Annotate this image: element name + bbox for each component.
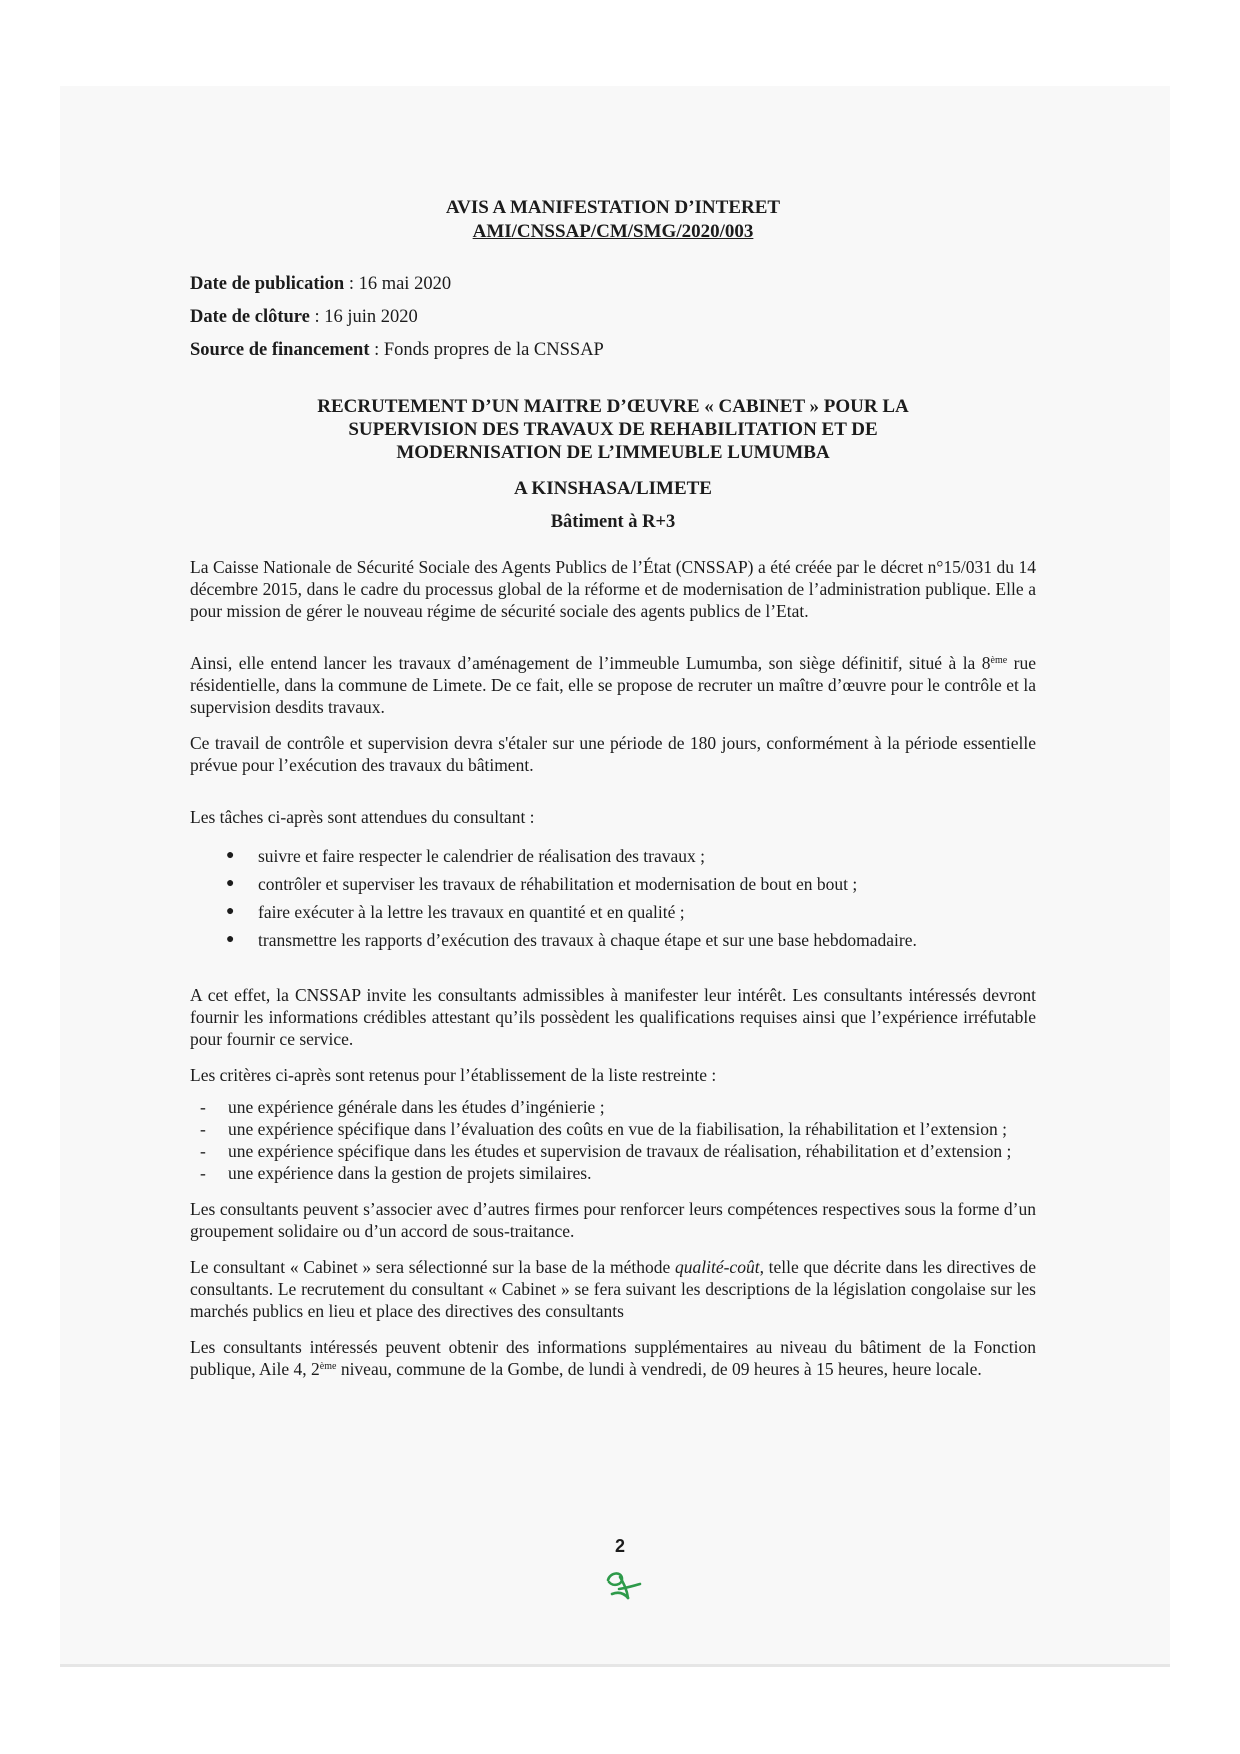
list-item: ● faire exécuter à la lettre les travaux en quantité et en qualité ;	[190, 898, 1036, 926]
heading-line-1: RECRUTEMENT D’UN MAITRE D’ŒUVRE « CABINET » POUR LA	[317, 396, 909, 417]
meta-funding-source: Source de financement : Fonds propres de la CNSSAP	[190, 340, 604, 360]
heading-city: A KINSHASA/LIMETE	[514, 478, 712, 499]
document-title: AVIS A MANIFESTATION D’INTERET	[445, 197, 781, 218]
criteria-list	[190, 1096, 1036, 1184]
paragraph-tasks-intro: Les tâches ci-après sont attendues du consultant :	[190, 807, 535, 827]
bullet-icon: ●	[226, 876, 235, 891]
handwritten-initials-icon	[597, 1562, 645, 1610]
meta-publication-date: Date de publication : 16 mai 2020	[190, 274, 452, 294]
dash-icon: -	[200, 1097, 206, 1117]
meta-closing-date: Date de clôture : 16 juin 2020	[190, 307, 418, 327]
tasks-list	[190, 842, 1036, 954]
list-item: - une expérience générale dans les études d’ingénierie ;	[200, 1097, 605, 1117]
paragraph-works: Ainsi, elle entend lancer les travaux d’aménagement de l’immeuble Lumumba, son siège définitif, situé à la 8ème rue résidentielle, dans la commune de Limete. De ce fait, elle se propose de recruter un maître d’œuvre pour le contrôle et la supervision desdits travaux.	[190, 653, 1036, 717]
heading-building: Bâtiment à R+3	[550, 512, 676, 532]
heading-line-2: SUPERVISION DES TRAVAUX DE REHABILITATION ET DE	[348, 419, 878, 440]
list-item: - une expérience dans la gestion de projets similaires.	[200, 1163, 592, 1183]
page-number: 2	[614, 1536, 625, 1556]
meta-block	[190, 268, 1036, 367]
list-item: ● transmettre les rapports d’exécution des travaux à chaque étape et sur une base hebdomadaire.	[190, 926, 1036, 954]
heading-line-3: MODERNISATION DE L’IMMEUBLE LUMUMBA	[396, 442, 830, 463]
paragraph-intro: La Caisse Nationale de Sécurité Sociale des Agents Publics de l’État (CNSSAP) a été créée par le décret n°15/031 du 14 décembre 2015, dans le cadre du processus global de la réforme et de modernisation de l’administration publique. Elle a pour mission de gérer le nouveau régime de sécurité sociale des agents publics de l’Etat.	[190, 557, 1036, 621]
list-item: - une expérience spécifique dans l’évaluation des coûts en vue de la fiabilisation, la réhabilitation et l’extension ;	[200, 1119, 1007, 1139]
dash-icon: -	[200, 1141, 206, 1161]
paragraph-invitation: A cet effet, la CNSSAP invite les consultants admissibles à manifester leur intérêt. Les consultants intéressés devront fournir les informations crédibles attestant qu’ils possèdent les qualifications requises ainsi que l’expérience irréfutable pour fournir ce service.	[190, 985, 1036, 1049]
list-item: ● suivre et faire respecter le calendrier de réalisation des travaux ;	[190, 842, 1036, 870]
paragraph-criteria-intro: Les critères ci-après sont retenus pour l’établissement de la liste restreinte :	[190, 1065, 717, 1085]
list-item: - une expérience spécifique dans les études et supervision de travaux de réalisation, réhabilitation et d’extension ;	[200, 1141, 1012, 1161]
document-body	[190, 196, 1036, 1380]
bullet-icon: ●	[226, 848, 235, 863]
document-reference: AMI/CNSSAP/CM/SMG/2020/003	[472, 221, 754, 242]
paragraph-information: Les consultants intéressés peuvent obtenir des informations supplémentaires au niveau du bâtiment de la Fonction publique, Aile 4, 2ème niveau, commune de la Gombe, de lundi à vendredi, de 09 heures à 15 heures, heure locale.	[190, 1337, 1036, 1379]
dash-icon: -	[200, 1119, 206, 1139]
section-heading	[190, 395, 1036, 534]
paragraph-selection-method: Le consultant « Cabinet » sera sélectionné sur la base de la méthode qualité-coût, telle que décrite dans les directives de consultants. Le recrutement du consultant « Cabinet » se fera suivant les descriptions de la législation congolaise sur les marchés publics en lieu et place des directives des consultants	[190, 1257, 1036, 1321]
bullet-icon: ●	[226, 932, 235, 947]
dash-icon: -	[200, 1163, 206, 1183]
list-item: ● contrôler et superviser les travaux de réhabilitation et modernisation de bout en bout ;	[190, 870, 1036, 898]
bullet-icon: ●	[226, 904, 235, 919]
page-edge	[60, 1664, 1170, 1667]
paragraph-association: Les consultants peuvent s’associer avec d’autres firmes pour renforcer leurs compétences respectives sous la forme d’un groupement solidaire ou d’un accord de sous-traitance.	[190, 1199, 1036, 1241]
paragraph-duration: Ce travail de contrôle et supervision devra s'étaler sur une période de 180 jours, conformément à la période essentielle prévue pour l’exécution des travaux du bâtiment.	[190, 733, 1036, 775]
